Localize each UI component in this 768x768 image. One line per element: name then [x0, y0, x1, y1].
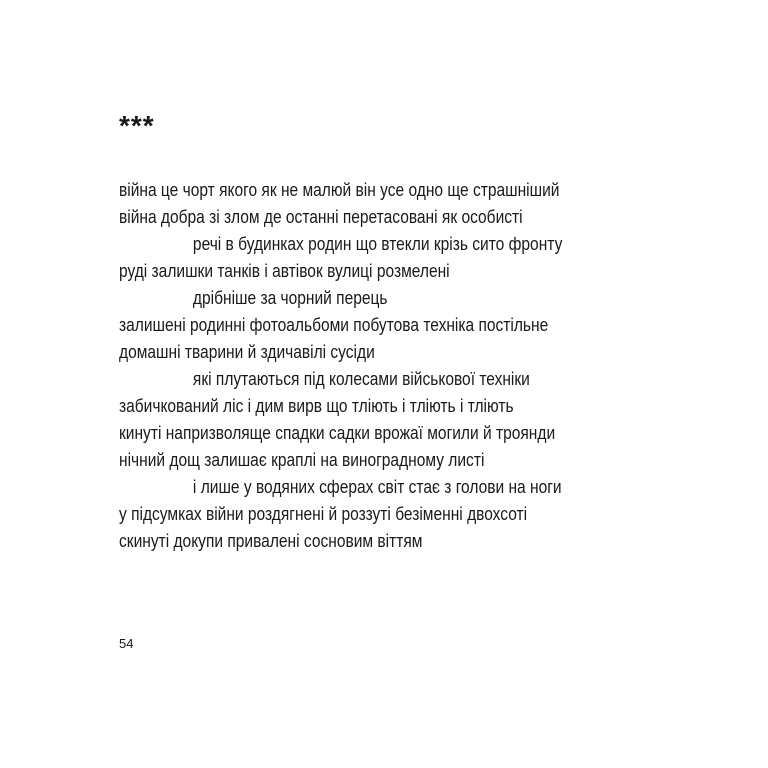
poem-line-indented: речі в будинках родин що втекли крізь сито фронту	[192, 233, 563, 254]
poem-line: у підсумках війни роздягнені й роззуті безіменні двохсоті	[119, 503, 528, 524]
poem	[119, 176, 719, 554]
poem-line: залишені родинні фотоальбоми побутова техніка постільне	[119, 314, 549, 335]
poem-line: кинуті напризволяще спадки садки врожаї могили й троянди	[119, 422, 556, 443]
poem-line: руді залишки танків і автівок вулиці розмелені	[119, 260, 450, 281]
poem-line: війна добра зі злом де останні перетасовані як особисті	[119, 206, 523, 227]
poem-line-indented: і лише у водяних сферах світ стає з голови на ноги	[192, 476, 562, 497]
poem-line: скинуті докупи привалені сосновим віттям	[119, 530, 423, 551]
page-number: 54	[119, 636, 134, 651]
section-mark: ***	[119, 110, 155, 141]
poem-line: забичкований ліс і дим вирв що тліють і тліють і тліють	[119, 395, 514, 416]
poem-line-indented: які плутаються під колесами військової техніки	[192, 368, 530, 389]
poem-line-indented: дрібніше за чорний перець	[192, 287, 388, 308]
poem-line: нічний дощ залишає краплі на виноградному листі	[119, 449, 485, 470]
poem-line: домашні тварини й здичавілі сусіди	[119, 341, 375, 362]
poem-line: війна це чорт якого як не малюй він усе одно ще страшніший	[119, 179, 560, 200]
